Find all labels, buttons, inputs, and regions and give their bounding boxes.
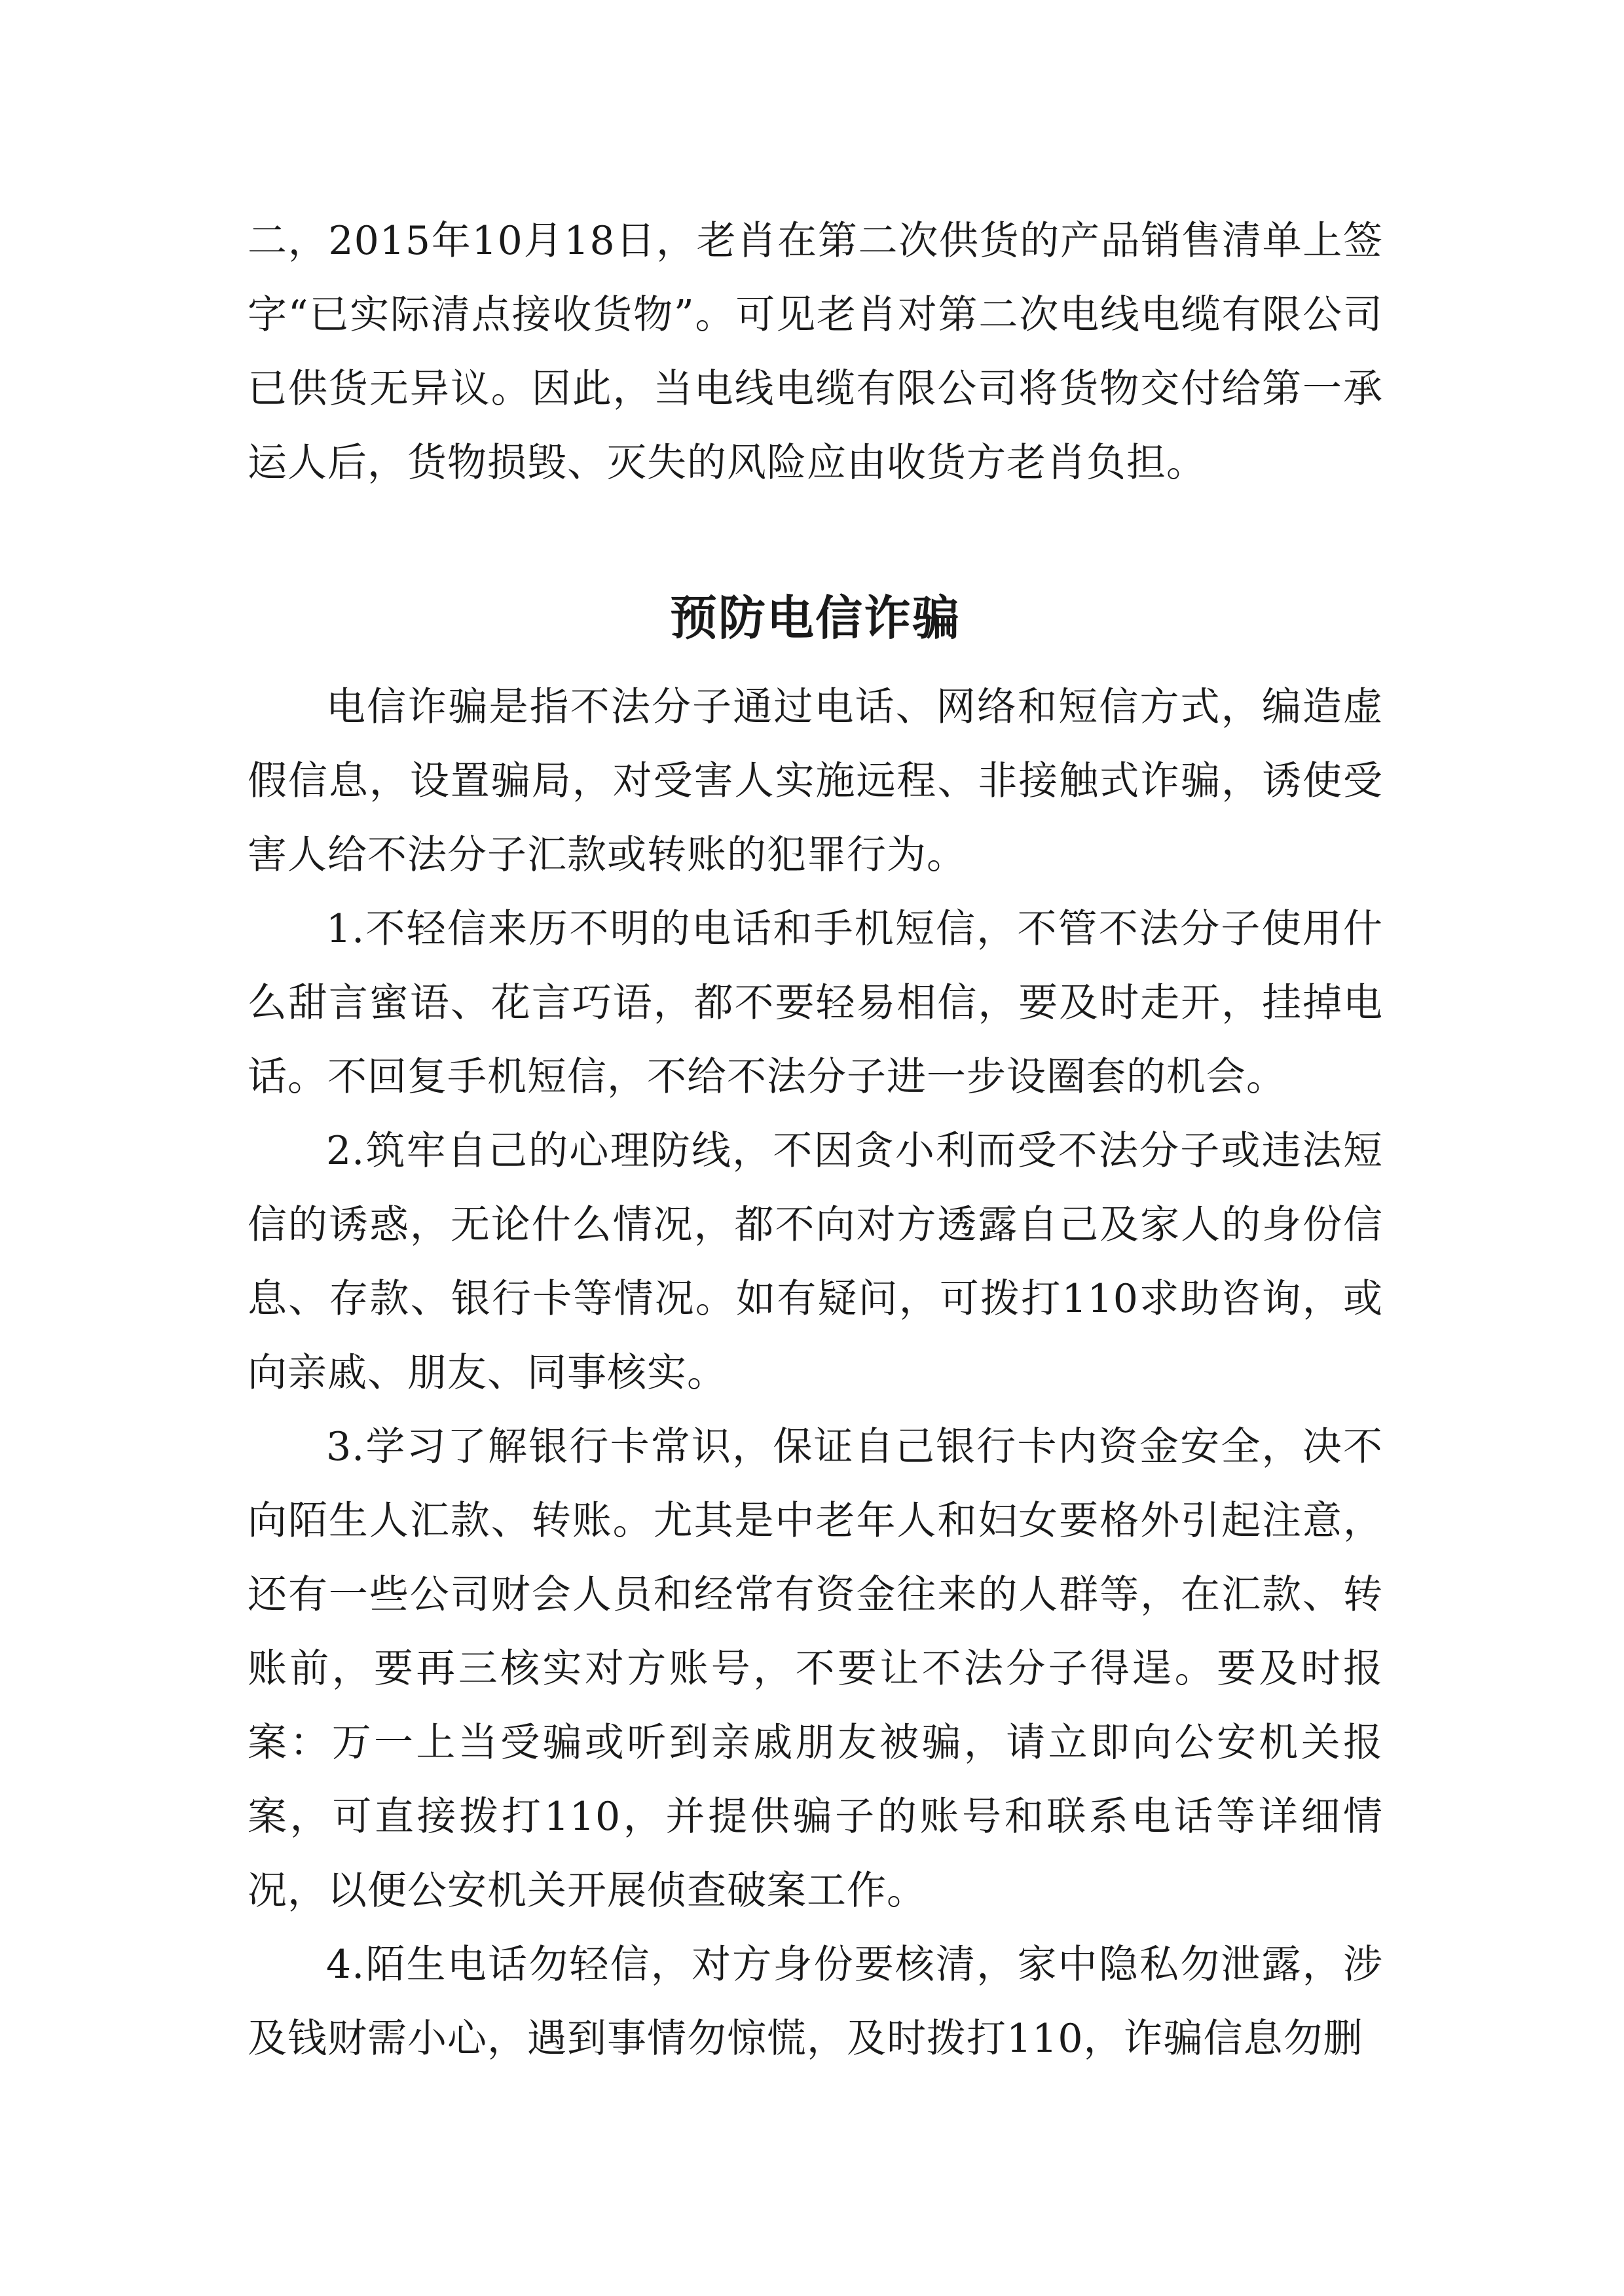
section-title: 预防电信诈骗 [669, 590, 961, 646]
definition-paragraph: 电信诈骗是指不法分子通过电话、网络和短信方式，编造虚假信息，设置骗局，对受害人实施远程、非接触式诈骗，诱使受害人给不法分子汇款或转账的犯罪行为。 [248, 684, 1383, 878]
intro-paragraph: 二，2015年10月18日，老肖在第二次供货的产品销售清单上签字“已实际清点接收货物”。可见老肖对第二次电线电缆有限公司已供货无异议。因此，当电线电缆有限公司将货物交付给第一承运人后，货物损毁、灭失的风险应由收货方老肖负担。 [248, 218, 1383, 486]
document-page [248, 204, 1383, 2076]
list-item: 3.学习了解银行卡常识，保证自己银行卡内资金安全，决不向陌生人汇款、转账。尤其是中老年人和妇女要格外引起注意，还有一些公司财会人员和经常有资金往来的人群等，在汇款、转账前，要再三核实对方账号，不要让不法分子得逞。要及时报案：万一上当受骗或听到亲戚朋友被骗，请立即向公安机关报案，可直接拨打110，并提供骗子的账号和联系电话等详细情况，以便公安机关开展侦查破案工作。 [248, 1424, 1383, 1914]
list-item: 1.不轻信来历不明的电话和手机短信，不管不法分子使用什么甜言蜜语、花言巧语，都不要轻易相信，要及时走开，挂掉电话。不回复手机短信，不给不法分子进一步设圈套的机会。 [248, 906, 1383, 1100]
list-item: 2.筑牢自己的心理防线，不因贪小利而受不法分子或违法短信的诱惑，无论什么情况，都不向对方透露自己及家人的身份信息、存款、银行卡等情况。如有疑问，可拨打110求助咨询，或向亲戚、朋友、同事核实。 [248, 1128, 1383, 1396]
list-item: 4.陌生电话勿轻信，对方身份要核清，家中隐私勿泄露，涉及钱财需小心，遇到事情勿惊慌，及时拨打110，诈骗信息勿删 [248, 1942, 1383, 2062]
